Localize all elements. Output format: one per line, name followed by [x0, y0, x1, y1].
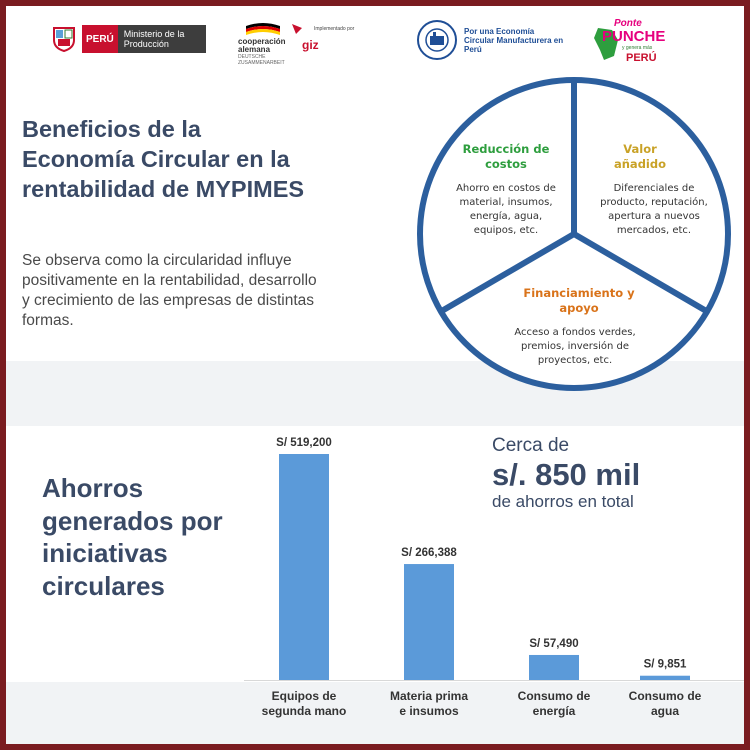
- giz-logo-text: giz: [302, 38, 319, 52]
- page-title: Beneficios de la Economía Circular en la rentabilidad de MYPIMES: [22, 116, 305, 202]
- page-description: Se observa como la circularidad influye positivamente en la rentabilidad, desarrollo y crecimiento de las empresas de distintas formas.: [22, 252, 317, 329]
- benefit-body-financing: Acceso a fondos verdes, premios, inversión de proyectos, etc.: [514, 327, 636, 366]
- bar-2: [529, 655, 579, 680]
- infographic-page: [6, 6, 744, 744]
- bar-value-label-1: S/ 266,388: [401, 547, 457, 560]
- giz-implemented-label: Implementado por: [314, 26, 355, 32]
- savings-heading: Ahorros generados por iniciativas circulares: [42, 473, 223, 601]
- category-label-3: Consumo de agua: [628, 689, 702, 718]
- savings-bar-chart: [6, 6, 744, 744]
- economia-circular-text: Por una Economía Circular Manufacturera en Perú: [464, 26, 564, 54]
- benefit-body-costs: Ahorro en costos de material, insumos, energía, agua, equipos, etc.: [456, 183, 556, 236]
- bar-value-label-0: S/ 519,200: [276, 437, 332, 449]
- bar-value-label-3: S/ 9,851: [643, 658, 687, 671]
- ponte-line3: y genera más: [622, 45, 653, 51]
- coop-line1: cooperación: [238, 37, 286, 46]
- bar-1: [404, 564, 454, 680]
- bar-3: [640, 676, 690, 680]
- coop-sub: DEUTSCHE ZUSAMMENARBEIT: [238, 54, 285, 66]
- category-label-2: Consumo de energía: [517, 689, 591, 718]
- benefit-title-costs: Reducción de costos: [462, 142, 550, 171]
- total-amount: s/. 850 mil: [492, 457, 641, 492]
- coop-line2: alemana: [238, 45, 271, 54]
- benefit-body-value: Diferenciales de producto, reputación, apertura a nuevos mercados, etc.: [600, 183, 708, 236]
- benefit-title-value: Valor añadido: [613, 142, 666, 171]
- category-label-0: Equipos de segunda mano: [261, 689, 347, 718]
- benefit-title-financing: Financiamiento y apoyo: [523, 286, 635, 315]
- bar-0: [279, 454, 329, 680]
- total-pre: Cerca de: [492, 435, 570, 456]
- peru-badge: PERÚ: [82, 25, 118, 53]
- ponte-line4: PERÚ: [626, 52, 657, 64]
- ponte-line2: PUNCHE: [602, 28, 666, 45]
- bar-value-label-2: S/ 57,490: [529, 637, 579, 650]
- ministry-name: Ministerio de la Producción: [118, 25, 206, 53]
- ponte-line1: Ponte: [614, 18, 642, 29]
- total-post: de ahorros en total: [492, 492, 634, 511]
- category-label-1: Materia prima e insumos: [389, 689, 469, 718]
